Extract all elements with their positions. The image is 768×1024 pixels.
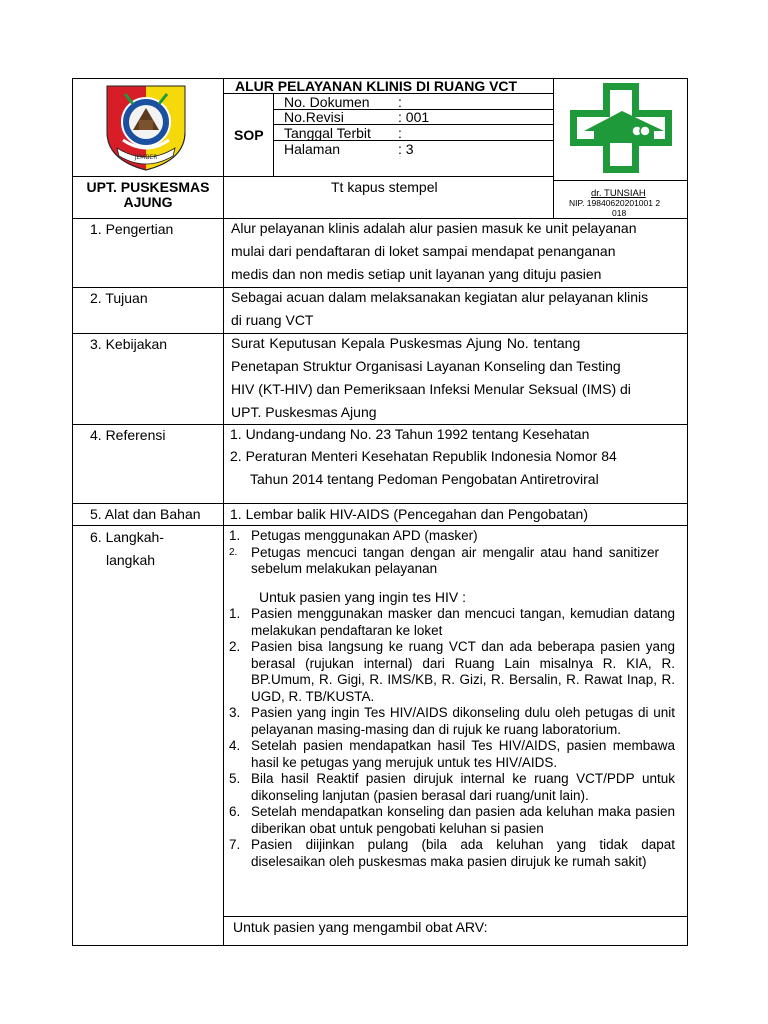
list-item [229, 837, 675, 870]
section-label-langkah: 6. Langkah- [90, 529, 164, 545]
stamp-text: Tt kapus stempel [331, 179, 438, 195]
doc-field-label: No.Revisi [284, 109, 344, 125]
doc-field-label: No. Dokumen [284, 94, 370, 110]
jember-logo [103, 82, 189, 172]
list-number: 5. [229, 771, 241, 786]
list-number: 2. [229, 639, 241, 654]
section-label-kebijakan: 3. Kebijakan [90, 336, 168, 352]
langkah-hiv-list [229, 606, 675, 870]
langkah-pre-list [229, 528, 659, 578]
text-line: Alur pelayanan klinis adalah alur pasien masuk ke unit pelayanan [231, 220, 637, 236]
referensi-item-continued: Tahun 2014 tentang Pedoman Pengobatan Antiretroviral [250, 471, 599, 487]
list-item [229, 545, 659, 578]
doc-field-value: : 3 [398, 141, 414, 157]
signer-nip: NIP. 19840620201001 2 [569, 198, 661, 208]
text-line: Surat Keputusan Kepala Puskesmas Ajung No. tentang [231, 335, 581, 351]
list-number: 1. [229, 528, 241, 543]
list-number: 6. [229, 804, 241, 819]
list-text: Pasien yang ingin Tes HIV/AIDS dikonseling dulu oleh petugas di unit pelayanan masing-masing dan di rujuk ke ruang laboratorium. [251, 705, 675, 737]
signer-nip: 018 [612, 208, 627, 218]
list-number: 2. [229, 546, 238, 558]
list-text: Setelah mendapatkan konseling dan pasien ada keluhan maka pasien diberikan obat untuk pengobati keluhan si pasien [251, 804, 675, 836]
signer-name: dr. TUNSIAH [591, 188, 646, 199]
text-line: Sebagai acuan dalam melaksanakan kegiatan alur pelayanan klinis [231, 289, 649, 305]
text-line: mulai dari pendaftaran di loket sampai mendapat penanganan [231, 243, 616, 259]
list-number: 4. [229, 738, 241, 753]
logo-ribbon-text: JEMBER [134, 154, 158, 161]
list-text: Setelah pasien mendapatkan hasil Tes HIV/AIDS, pasien membawa hasil ke petugas yang merujuk untuk tes HIV/AIDS. [251, 738, 675, 770]
upt-name-line2: AJUNG [123, 194, 173, 210]
doc-field-label: Halaman [284, 141, 341, 157]
list-item [229, 639, 675, 705]
section-label-langkah: langkah [106, 552, 156, 568]
list-item [229, 804, 675, 837]
doc-field-value: : [398, 125, 402, 141]
section-content-kebijakan [231, 332, 681, 424]
list-text: Petugas menggunakan APD (masker) [251, 528, 478, 543]
text-line: Penetapan Struktur Organisasi Layanan Konseling dan Testing [231, 358, 621, 374]
text-line: HIV (KT-HIV) dan Pemeriksaan Infeksi Menular Seksual (IMS) di [231, 381, 631, 397]
arv-subheading: Untuk pasien yang mengambil obat ARV: [233, 919, 488, 935]
upt-name-line1: UPT. PUSKESMAS [86, 179, 210, 195]
hiv-test-subheading: Untuk pasien yang ingin tes HIV : [259, 589, 467, 605]
list-number: 7. [229, 837, 241, 852]
alat-item: 1. Lembar balik HIV-AIDS (Pencegahan dan Pengobatan) [230, 506, 589, 522]
document-title: ALUR PELAYANAN KLINIS DI RUANG VCT [235, 78, 518, 94]
list-item [229, 771, 675, 804]
list-item [229, 606, 675, 639]
text-line: di ruang VCT [231, 312, 314, 328]
list-text: Pasien diijinkan pulang (bila ada keluhan yang tidak dapat diselesaikan oleh puskesmas maka pasien dirujuk ke rumah sakit) [251, 837, 675, 869]
list-text: Bila hasil Reaktif pasien dirujuk internal ke ruang VCT/PDP untuk dikonseling lanjutan (pasien berasal dari ruang/unit lain). [251, 771, 675, 803]
list-text: Pasien menggunakan masker dan mencuci tangan, kemudian datang melakukan pendaftaran ke loket [251, 606, 675, 638]
list-number: 3. [229, 705, 241, 720]
list-item [229, 705, 675, 738]
section-label-pengertian: 1. Pengertian [90, 221, 174, 237]
text-line: UPT. Puskesmas Ajung [231, 404, 377, 420]
list-text: Petugas mencuci tangan dengan air mengalir atau hand sanitizer sebelum melakukan pelayanan [251, 544, 659, 576]
referensi-item: 2. Peraturan Menteri Kesehatan Republik Indonesia Nomor 84 [230, 448, 617, 464]
referensi-item: 1. Undang-undang No. 23 Tahun 1992 tentang Kesehatan [230, 426, 590, 442]
section-content-pengertian [231, 217, 674, 286]
list-text: Pasien bisa langsung ke ruang VCT dan ada beberapa pasien yang berasal (rujukan internal) dari Ruang Lain misalnya R. KIA, R. BP.Umum, R. Gigi, R. IMS/KB, R. Gizi, R. Bersalin, R. Rawat Inap, R. UGD, R. TB/KUSTA. [251, 639, 675, 704]
text-line: medis dan non medis setiap unit layanan yang dituju pasien [231, 266, 602, 282]
puskesmas-cross-logo [566, 79, 676, 177]
doc-field-value: : 001 [398, 109, 430, 125]
doc-field-label: Tanggal Terbit [284, 125, 371, 141]
list-number: 1. [229, 606, 241, 621]
list-item [229, 528, 659, 545]
doc-field-value: : [398, 94, 402, 110]
section-label-alat: 5. Alat dan Bahan [90, 506, 201, 522]
section-content-tujuan [231, 286, 674, 332]
list-item [229, 738, 675, 771]
section-label-tujuan: 2. Tujuan [90, 290, 148, 306]
section-label-referensi: 4. Referensi [90, 427, 166, 443]
sop-label: SOP [234, 127, 264, 143]
